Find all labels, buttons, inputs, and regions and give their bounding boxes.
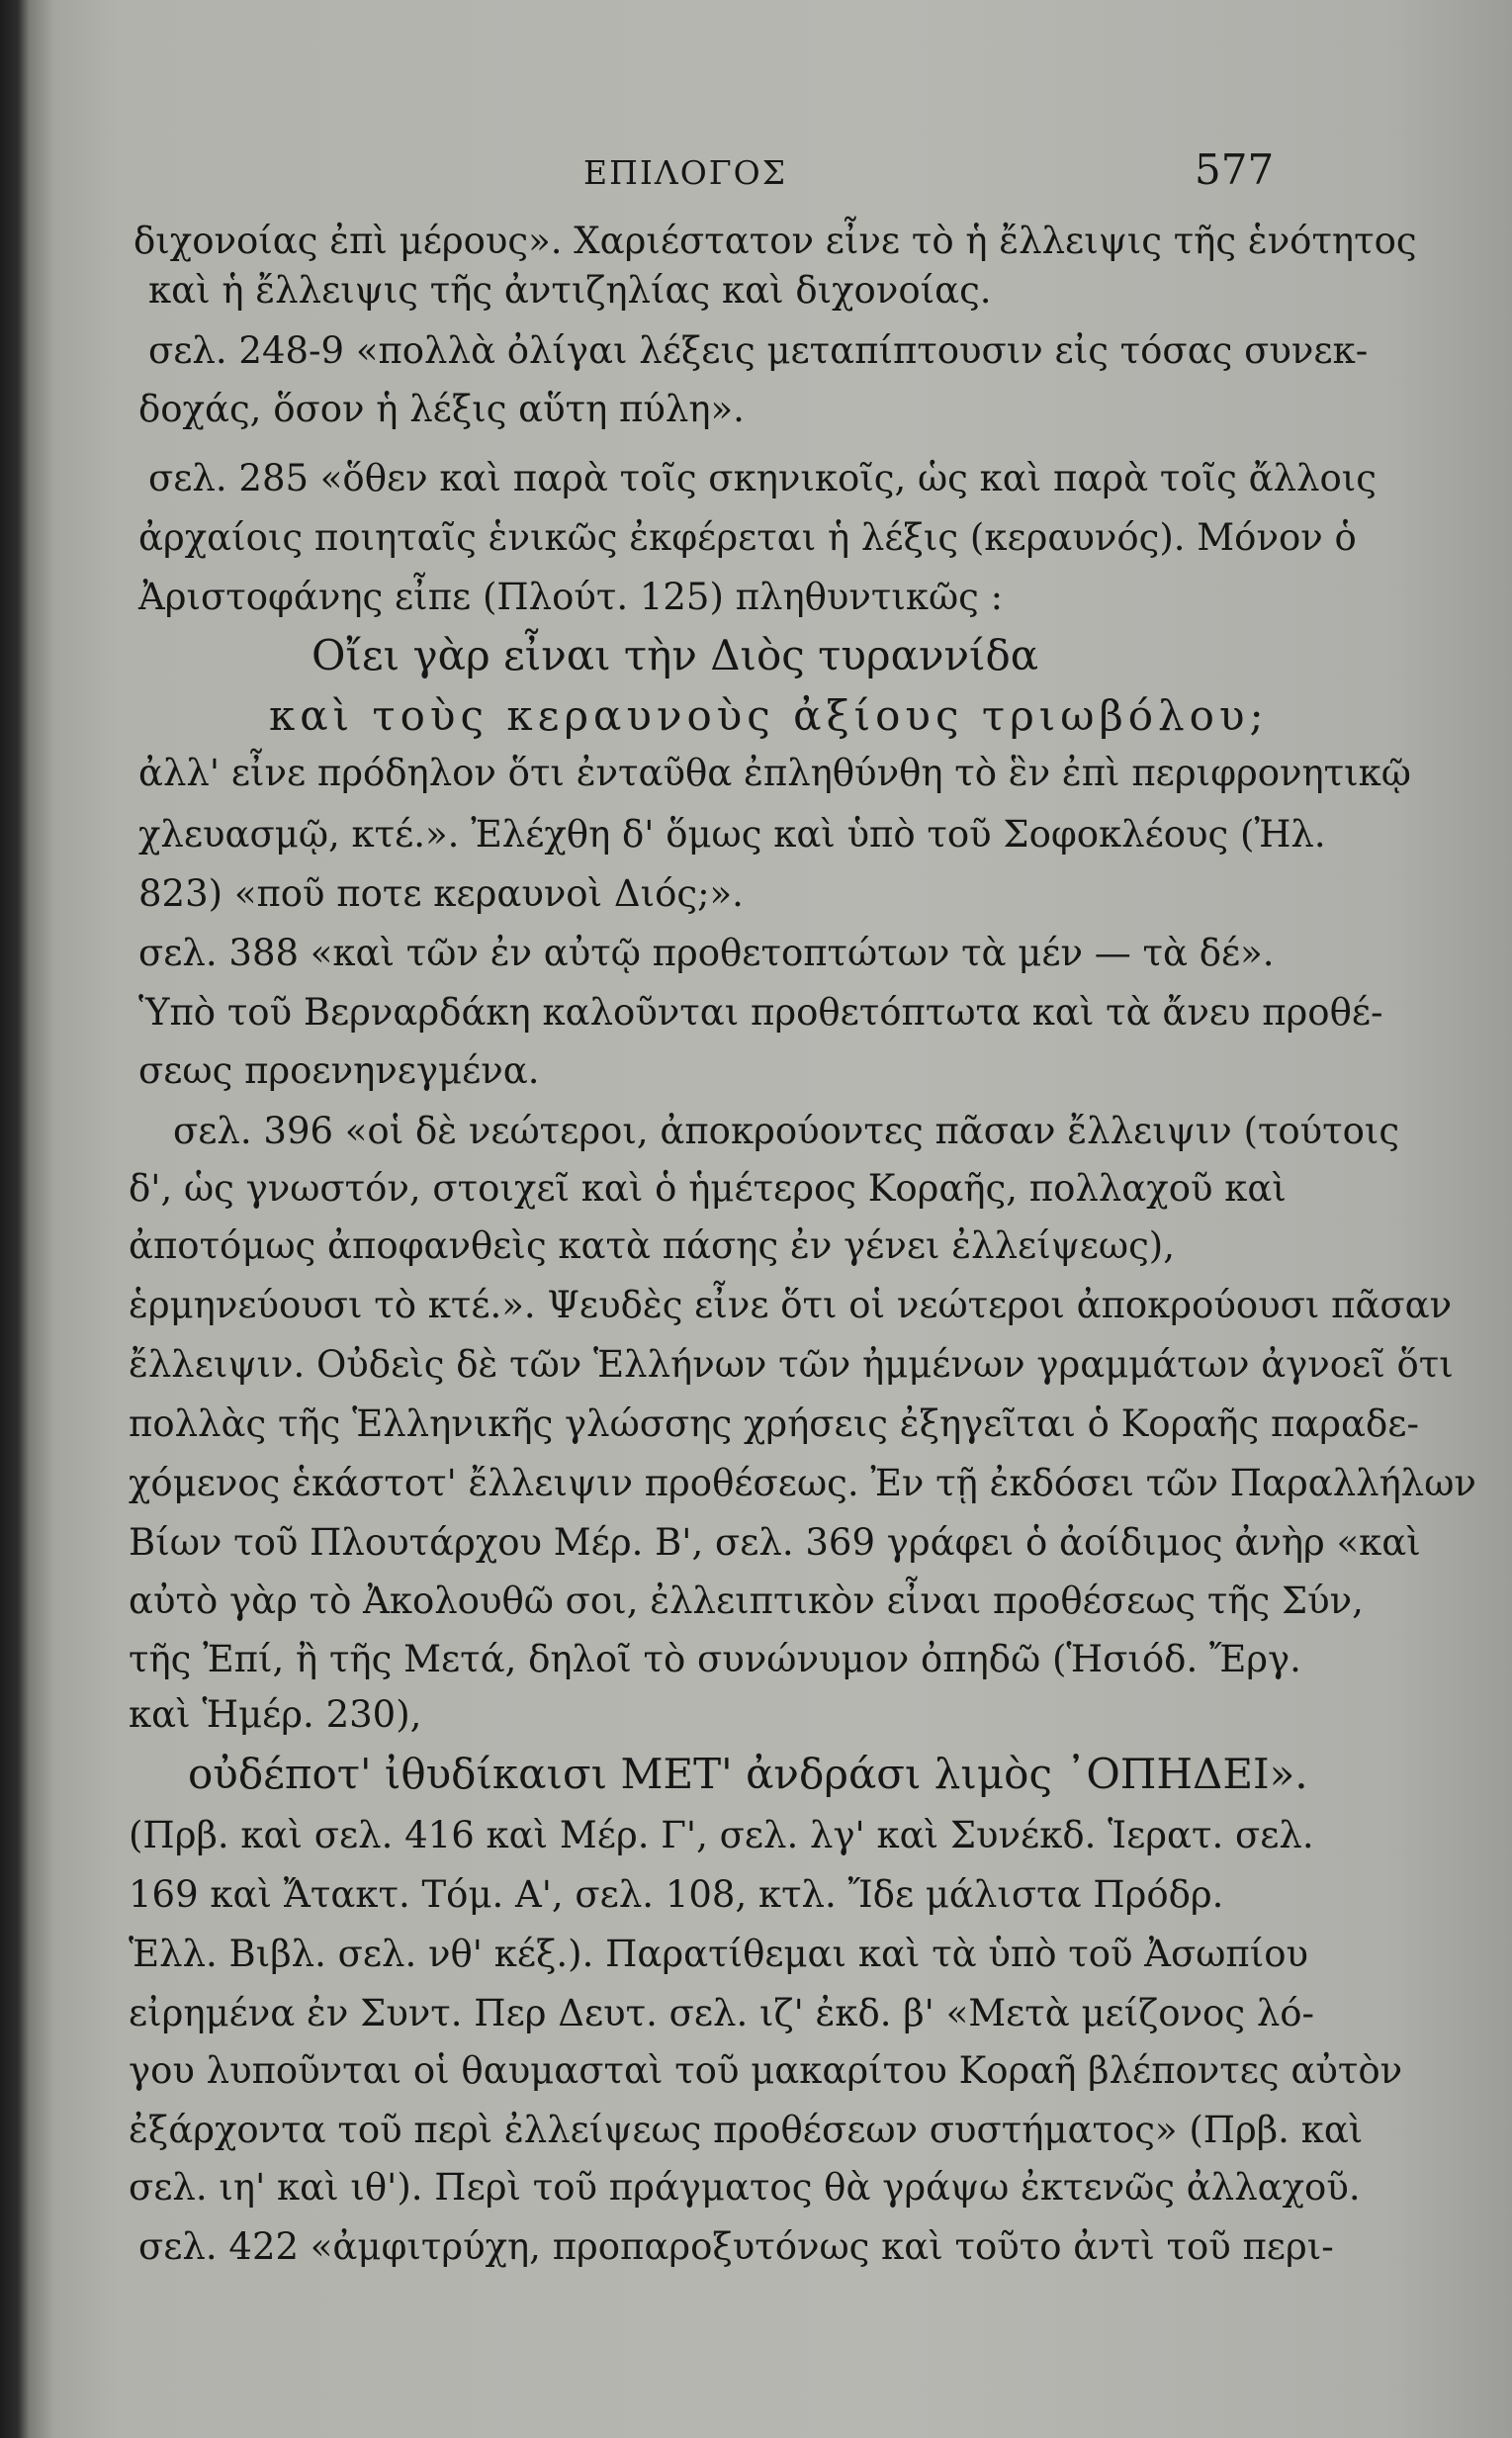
text-line: δοχάς, ὅσον ἡ λέξις αὕτη πύλη». [138,388,745,430]
text-line: Ὑπὸ τοῦ Βερναρδάκη καλοῦνται προθετόπτωτα καὶ τὰ ἄνευ προθέ- [138,991,1383,1034]
verse-line: Οἴει γὰρ εἶναι τὴν Διὸς τυραννίδα [311,631,1039,679]
text-line: τῆς Ἐπί, ἢ τῆς Μετά, δηλοῖ τὸ συνώνυμον ὀπηδῶ (Ἡσιόδ. Ἔργ. [129,1638,1301,1680]
text-line: 169 καὶ Ἄτακτ. Τόμ. Α', σελ. 108, κτλ. Ἴδε μάλιστα Πρόδρ. [129,1873,1224,1916]
text-line: ἐξάρχοντα τοῦ περὶ ἐλλείψεως προθέσεων συστήματος» (Πρβ. καὶ [129,2109,1364,2151]
text-line: ἀρχαίοις ποιηταῖς ἑνικῶς ἐκφέρεται ἡ λέξις (κεραυνός). Μόνον ὁ [138,516,1357,559]
text-line: καὶ ἡ ἔλλειψις τῆς ἀντιζηλίας καὶ διχονοίας. [148,269,992,312]
text-line: σελ. 388 «καὶ τῶν ἐν αὐτῷ προθετοπτώτων τὰ μέν — τὰ δέ». [138,932,1275,974]
verse-line: καὶ τοὺς κεραυνοὺς ἀξίους τριωβόλου; [269,691,1269,740]
text-line: διχονοίας ἐπὶ μέρους». Χαριέστατον εἶνε τὸ ἡ ἔλλειψις τῆς ἑνότητος [133,220,1417,262]
text-line: Βίων τοῦ Πλουτάρχου Μέρ. Β', σελ. 369 γράφει ὁ ἀοίδιμος ἀνὴρ «καὶ [129,1521,1421,1564]
text-line: πολλὰς τῆς Ἑλληνικῆς γλώσσης χρήσεις ἐξηγεῖται ὁ Κοραῆς παραδε- [129,1402,1419,1445]
text-line: σελ. 248-9 «πολλὰ ὀλίγαι λέξεις μεταπίπτουσιν εἰς τόσας συνεκ- [148,329,1369,372]
page-header [0,143,1512,203]
text-line: ἔλλειψιν. Οὐδεὶς δὲ τῶν Ἑλλήνων τῶν ἠμμένων γραμμάτων ἀγνοεῖ ὅτι [129,1343,1454,1386]
text-line: 823) «ποῦ ποτε κεραυνοὶ Διός;». [138,872,744,915]
text-line: σελ. 422 «ἀμφιτρύχη, προπαροξυτόνως καὶ τοῦτο ἀντὶ τοῦ περι- [138,2225,1334,2268]
text-line: ἑρμηνεύουσι τὸ κτέ.». Ψευδὲς εἶνε ὅτι οἱ νεώτεροι ἀποκρούουσι πᾶσαν [129,1284,1453,1326]
text-line: σελ. ιη' καὶ ιθ'). Περὶ τοῦ πράγματος θὰ γράψω ἐκτενῶς ἀλλαχοῦ. [129,2166,1361,2209]
text-line: σελ. 396 «οἱ δὲ νεώτεροι, ἀποκρούοντες πᾶσαν ἔλλειψιν (τούτοις [173,1110,1400,1152]
text-line: χλευασμῷ, κτέ.». Ἐλέχθη δ' ὅμως καὶ ὑπὸ τοῦ Σοφοκλέους (Ἠλ. [138,813,1326,856]
text-line: δ', ὡς γνωστόν, στοιχεῖ καὶ ὁ ἡμέτερος Κοραῆς, πολλαχοῦ καὶ [129,1167,1287,1210]
verse-line: οὐδέποτ' ἰθυδίκαισι ΜΕΤ' ἀνδράσι λιμὸς ᾿ΟΠΗΔΕΙ». [188,1750,1308,1798]
text-line: (Πρβ. καὶ σελ. 416 καὶ Μέρ. Γ', σελ. λγ' καὶ Συνέκδ. Ἱερατ. σελ. [129,1814,1314,1856]
running-title: ΕΠΙΛΟΓΟΣ [583,153,788,192]
text-line: εἰρημένα ἐν Συντ. Περ Δευτ. σελ. ιζ' ἐκδ. β' «Μετὰ μείζονος λό- [129,1992,1315,2034]
text-line: γου λυποῦνται οἱ θαυμασταὶ τοῦ μακαρίτου Κοραῆ βλέποντες αὐτὸν [129,2049,1403,2092]
text-line: καὶ Ἡμέρ. 230), [129,1693,422,1736]
text-line: σελ. 285 «ὅθεν καὶ παρὰ τοῖς σκηνικοῖς, ὡς καὶ παρὰ τοῖς ἄλλοις [148,457,1377,499]
text-line: ἀποτόμως ἀποφανθεὶς κατὰ πάσης ἐν γένει ἐλλείψεως), [129,1224,1175,1267]
text-line: Ἑλλ. Βιβλ. σελ. νθ' κέξ.). Παρατίθεμαι καὶ τὰ ὑπὸ τοῦ Ἀσωπίου [129,1933,1308,1975]
text-line: ἀλλ' εἶνε πρόδηλον ὅτι ἐνταῦθα ἐπληθύνθη τὸ ἓν ἐπὶ περιφρονητικῷ [138,752,1411,794]
text-line: αὐτὸ γὰρ τὸ Ἀκολουθῶ σοι, ἐλλειπτικὸν εἶναι προθέσεως τῆς Σύν, [129,1580,1364,1622]
text-line: Ἀριστοφάνης εἶπε (Πλούτ. 125) πληθυντικῶς : [138,576,1004,618]
page-number: 577 [1195,145,1275,194]
text-line: χόμενος ἑκάστοτ' ἔλλειψιν προθέσεως. Ἐν τῇ ἐκδόσει τῶν Παραλλήλων [129,1462,1476,1504]
text-line: σεως προενηνεγμένα. [138,1049,540,1092]
